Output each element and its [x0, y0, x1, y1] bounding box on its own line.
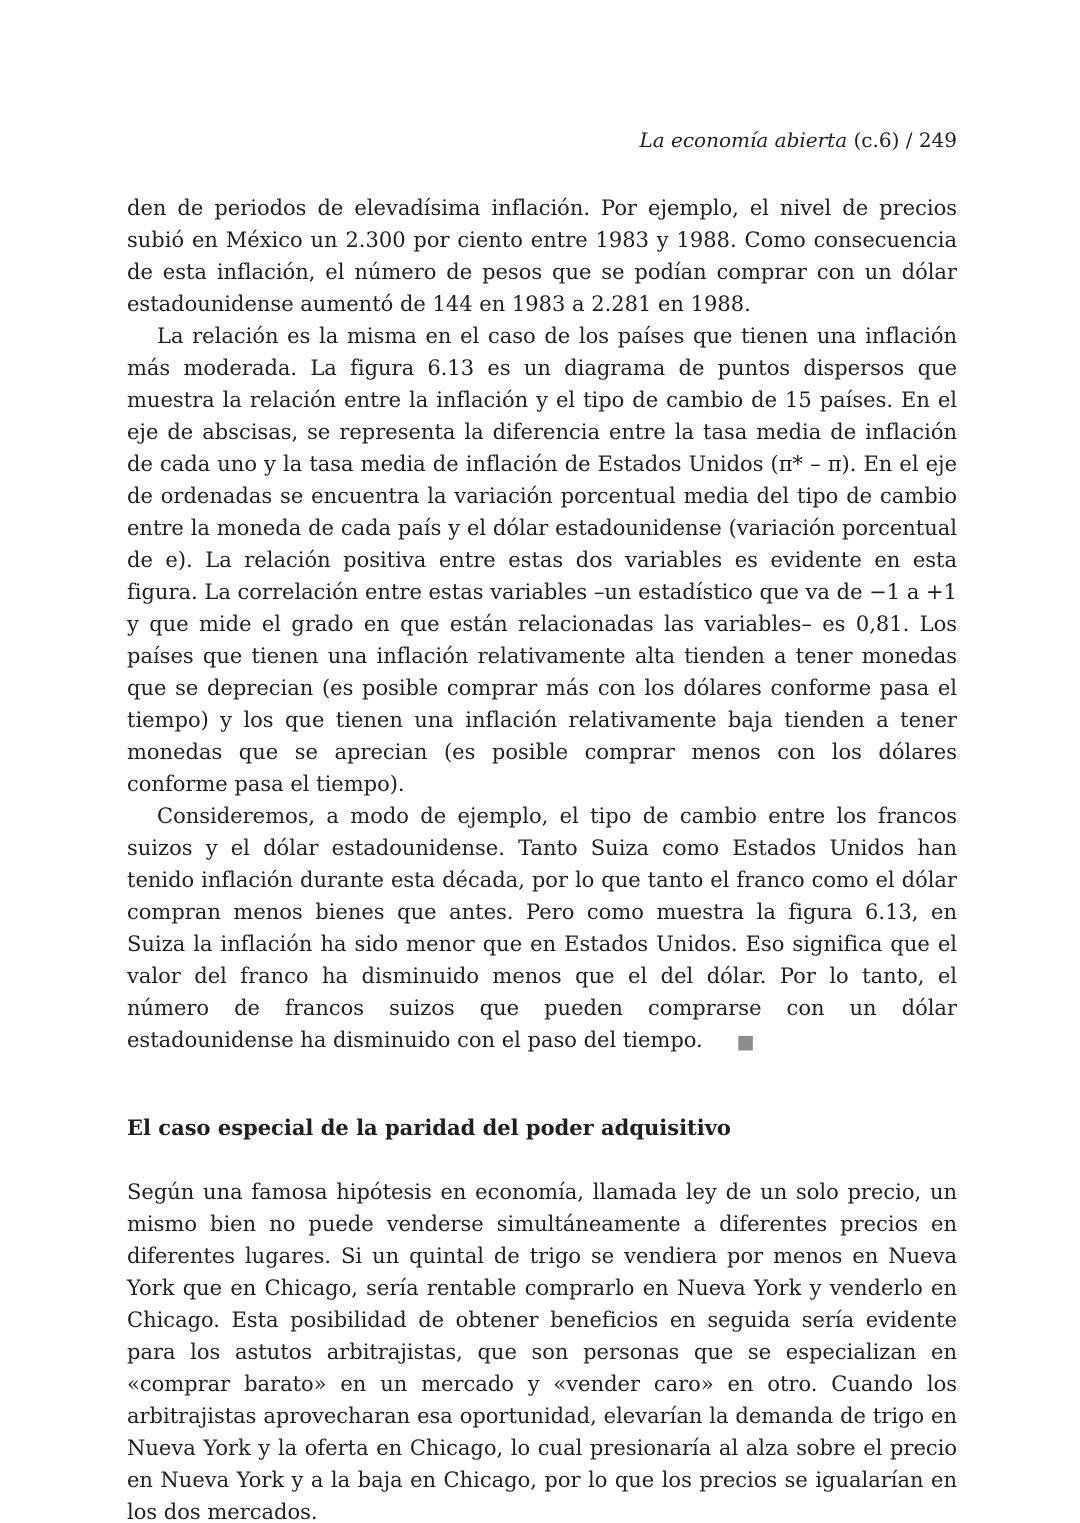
- section-heading: El caso especial de la paridad del poder adquisitivo: [127, 1115, 731, 1140]
- paragraph-2: La relación es la misma en el caso de los países que tienen una inflación más moderada. La figura 6.13 es un diagrama de puntos dispersos que muestra la relación entre la inflación y el tipo de cambio de 15 países. En el eje de abscisas, se representa la diferencia entre la tasa media de inflación de cada uno y la tasa media de inflación de Estados Unidos (π* – π). En el eje de ordenadas se encuentra la variación porcentual media del tipo de cambio entre la moneda de cada país y el dólar estadounidense (variación porcentual de e). La relación positiva entre estas dos variables es evidente en esta figura. La correlación entre estas variables –un estadístico que va de −1 a +1 y que mide el grado en que están relacionadas las variables– es 0,81. Los países que tienen una inflación relativamente alta tienden a tener monedas que se deprecian (es posible comprar más con los dólares conforme pasa el tiempo) y los que tienen una inflación relativamente baja tienden a tener monedas que se aprecian (es posible comprar menos con los dólares conforme pasa el tiempo).: [127, 324, 957, 796]
- paragraph-3: [127, 800, 957, 1056]
- chapter-page-number: (c.6) / 249: [853, 128, 957, 152]
- paragraph-4: Según una famosa hipótesis en economía, llamada ley de un solo precio, un mismo bien no puede venderse simultáneamente a diferentes precios en diferentes lugares. Si un quintal de trigo se vendiera por menos en Nueva York que en Chicago, sería rentable comprarlo en Nueva York y venderlo en Chicago. Esta posibilidad de obtener beneficios en seguida sería evidente para los astutos arbitrajistas, que son personas que se especializan en «comprar barato» en un mercado y «vender caro» en otro. Cuando los arbitrajistas aprovecharan esa oportunidad, elevarían la demanda de trigo en Nueva York y la oferta en Chicago, lo cual presionaría al alza sobre el precio en Nueva York y a la baja en Chicago, por lo que los precios se igualarían en los dos mercados.: [127, 1180, 957, 1523]
- body-text: [127, 192, 957, 1523]
- running-header: [127, 128, 957, 152]
- paragraph-3-text: Consideremos, a modo de ejemplo, el tipo de cambio entre los francos suizos y el dólar estadounidense. Tanto Suiza como Estados Unidos han tenido inflación durante esta década, por lo que tanto el franco como el dólar compran menos bienes que antes. Pero como muestra la figura 6.13, en Suiza la inflación ha sido menor que en Estados Unidos. Eso significa que el valor del franco ha disminuido menos que el del dólar. Por lo tanto, el número de francos suizos que pueden comprarse con un dólar estadounidense ha disminuido con el paso del tiempo.: [127, 804, 957, 1052]
- running-title: La economía abierta: [639, 128, 854, 152]
- end-of-example-marker: ■: [736, 1031, 755, 1053]
- paragraph-1: den de periodos de elevadísima inflación. Por ejemplo, el nivel de precios subió en México un 2.300 por ciento entre 1983 y 1988. Como consecuencia de esta inflación, el número de pesos que se podían comprar con un dólar estadounidense aumentó de 144 en 1983 a 2.281 en 1988.: [127, 196, 957, 316]
- text-column: [127, 128, 957, 1523]
